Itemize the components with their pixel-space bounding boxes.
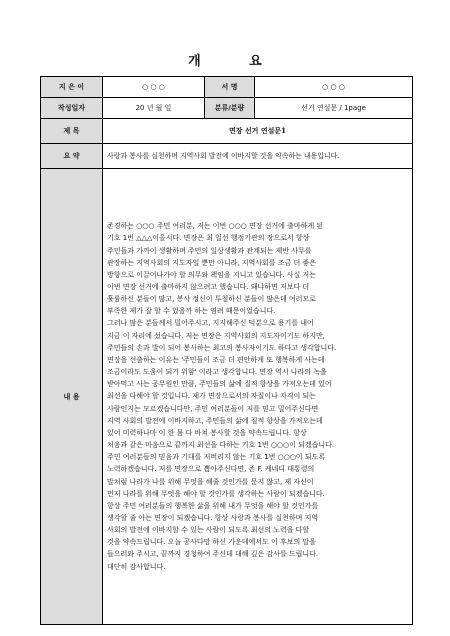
summary-value: 사랑과 봉사를 실천하며 지역사회 발전에 이바지할 것을 약속하는 내용입니다.: [103, 144, 413, 169]
overview-table: [40, 76, 413, 625]
date-label: 작성일자: [41, 98, 103, 119]
content-line: 존경하는 ○○○ 주민 여러분, 저는 이번 ○○○ 면장 선거에 출마하게 된: [107, 221, 324, 231]
page-title: 개 요: [188, 54, 284, 69]
content-line: 있어 미력하나마 이 한 몸 다 바쳐 봉사할 것을 약속드립니다. 항상: [107, 427, 307, 437]
name-label: 서 명: [205, 77, 255, 98]
content-line: 것을 약속드립니다. 오늘 공사다망 하신 가운데에서도 이 후보의 말을: [107, 537, 316, 547]
content-line: 처음과 같은 마음으로 끝까지 최선을 다하는 기호 1번 ○○○이 되겠습니다.: [107, 440, 335, 450]
content-line: 들으러와 주시고, 끝까지 경청하여 주신데 대해 깊은 감사를 드립니다.: [107, 549, 319, 559]
date-value: 20 년 월 일: [103, 98, 205, 119]
content-line: 기호 1번 △△△이올시다. 면장은 최 일선 행정기관의 장으로서 항상: [107, 233, 310, 243]
content-line: 말처럼 나라가 나를 위해 무엇을 해줄 것인가를 묻지 않고, 제 자신이: [107, 476, 314, 486]
content-line: 항상 주민 여러분들의 행복한 삶을 위해 내가 무엇을 해야 할 것인가를: [107, 500, 319, 510]
author-value: ○ ○ ○: [103, 77, 205, 98]
content-line: 사람인지는 모르겠습니다만, 주민 여러분들이 저를 믿고 밀어주신다면: [107, 403, 319, 413]
content-line: 훌륭하신 분들이 많고, 봉사 정신이 투철하신 분들이 많은데 여러모로: [107, 294, 316, 304]
content-body: [103, 169, 413, 625]
content-line: 생각할 줄 아는 면장이 되겠습니다. 항상 사랑과 봉사를 실천하며 지역: [107, 512, 319, 522]
content-line: 먼저 나라를 위해 무엇을 해야 할 것인가를 생각하는 사람이 되겠습니다.: [107, 488, 325, 498]
name-value: ○ ○ ○: [255, 77, 413, 98]
content-line: 이번 면장 선거에 출마하지 않으려고 했습니다. 왜냐하면 저보다 더: [107, 282, 310, 292]
content-line: 그러나 많은 분들께서 밀어주시고, 지지해주신 덕분으로 용기를 내어: [107, 318, 314, 328]
subject-value: 면장 선거 연설문1: [103, 119, 413, 144]
category-value: 선거 연설문 / 1page: [255, 98, 413, 119]
content-line: 받아먹고 사는 공무원인 만큼, 주민들의 삶에 질적 향상을 가져오는데 있어: [107, 379, 332, 389]
content-line: 지금 이 자리에 섰습니다. 저는 면장은 지역사회의 지도자이기도 하지만,: [107, 330, 325, 340]
content-line: 주민들의 손과 발이 되어 봉사하는 최고의 봉사자이기도 하다고 생각합니다.: [107, 342, 337, 352]
content-line: 지역 사회의 발전에 이바지하고, 주민들의 삶에 질적 향상을 가져오는데: [107, 415, 323, 425]
content-line: 부족한 제가 잘 할 수 있을까 하는 염려 때문이었습니다.: [107, 306, 276, 316]
content-line: 노력하겠습니다. 저를 면장으로 뽑아주신다면, 존 F. 케네디 대통령의: [107, 464, 315, 474]
content-line: 조금이라도 도움이 되기 위함' 이라고 생각합니다. 면장 역시 나라의 녹을: [107, 367, 327, 377]
author-label: 지 은 이: [41, 77, 103, 98]
content-label: 내 용: [41, 169, 103, 625]
subject-label: 제 목: [41, 119, 103, 144]
content-line: 사회의 발전에 이바지할 수 있는 사람이 되도록 최선의 노력을 다할: [107, 525, 310, 535]
content-line: 대단히 감사합니다.: [107, 561, 166, 571]
content-line: 방향으로 이끌어나가야 할 의무와 책임을 지니고 있습니다. 사실 저는: [107, 269, 316, 279]
content-line: 주민들과 가까이 생활하며 주민의 일상생활과 관계되는 제반 사무를: [107, 245, 312, 255]
summary-label: 요 약: [41, 144, 103, 169]
content-line: 최선을 다해야 할 것입니다. 제가 면장으로서의 자질이나 자격이 되는: [107, 391, 316, 401]
content-line: 관장하는 지역사회의 지도자일 뿐만 아니라, 지역사회를 조금 더 좋은: [107, 257, 316, 267]
content-lines: [107, 220, 408, 573]
content-line: 주민 여러분들의 믿음과 기대를 저버리지 않는 기호 1번 ○○○이 되도록: [107, 452, 326, 462]
content-line: 면장을 선출하는 이유는 '주민들이 조금 더 편안하게 또 행복하게 사는데: [107, 354, 325, 364]
category-label: 분류/분량: [205, 98, 255, 119]
